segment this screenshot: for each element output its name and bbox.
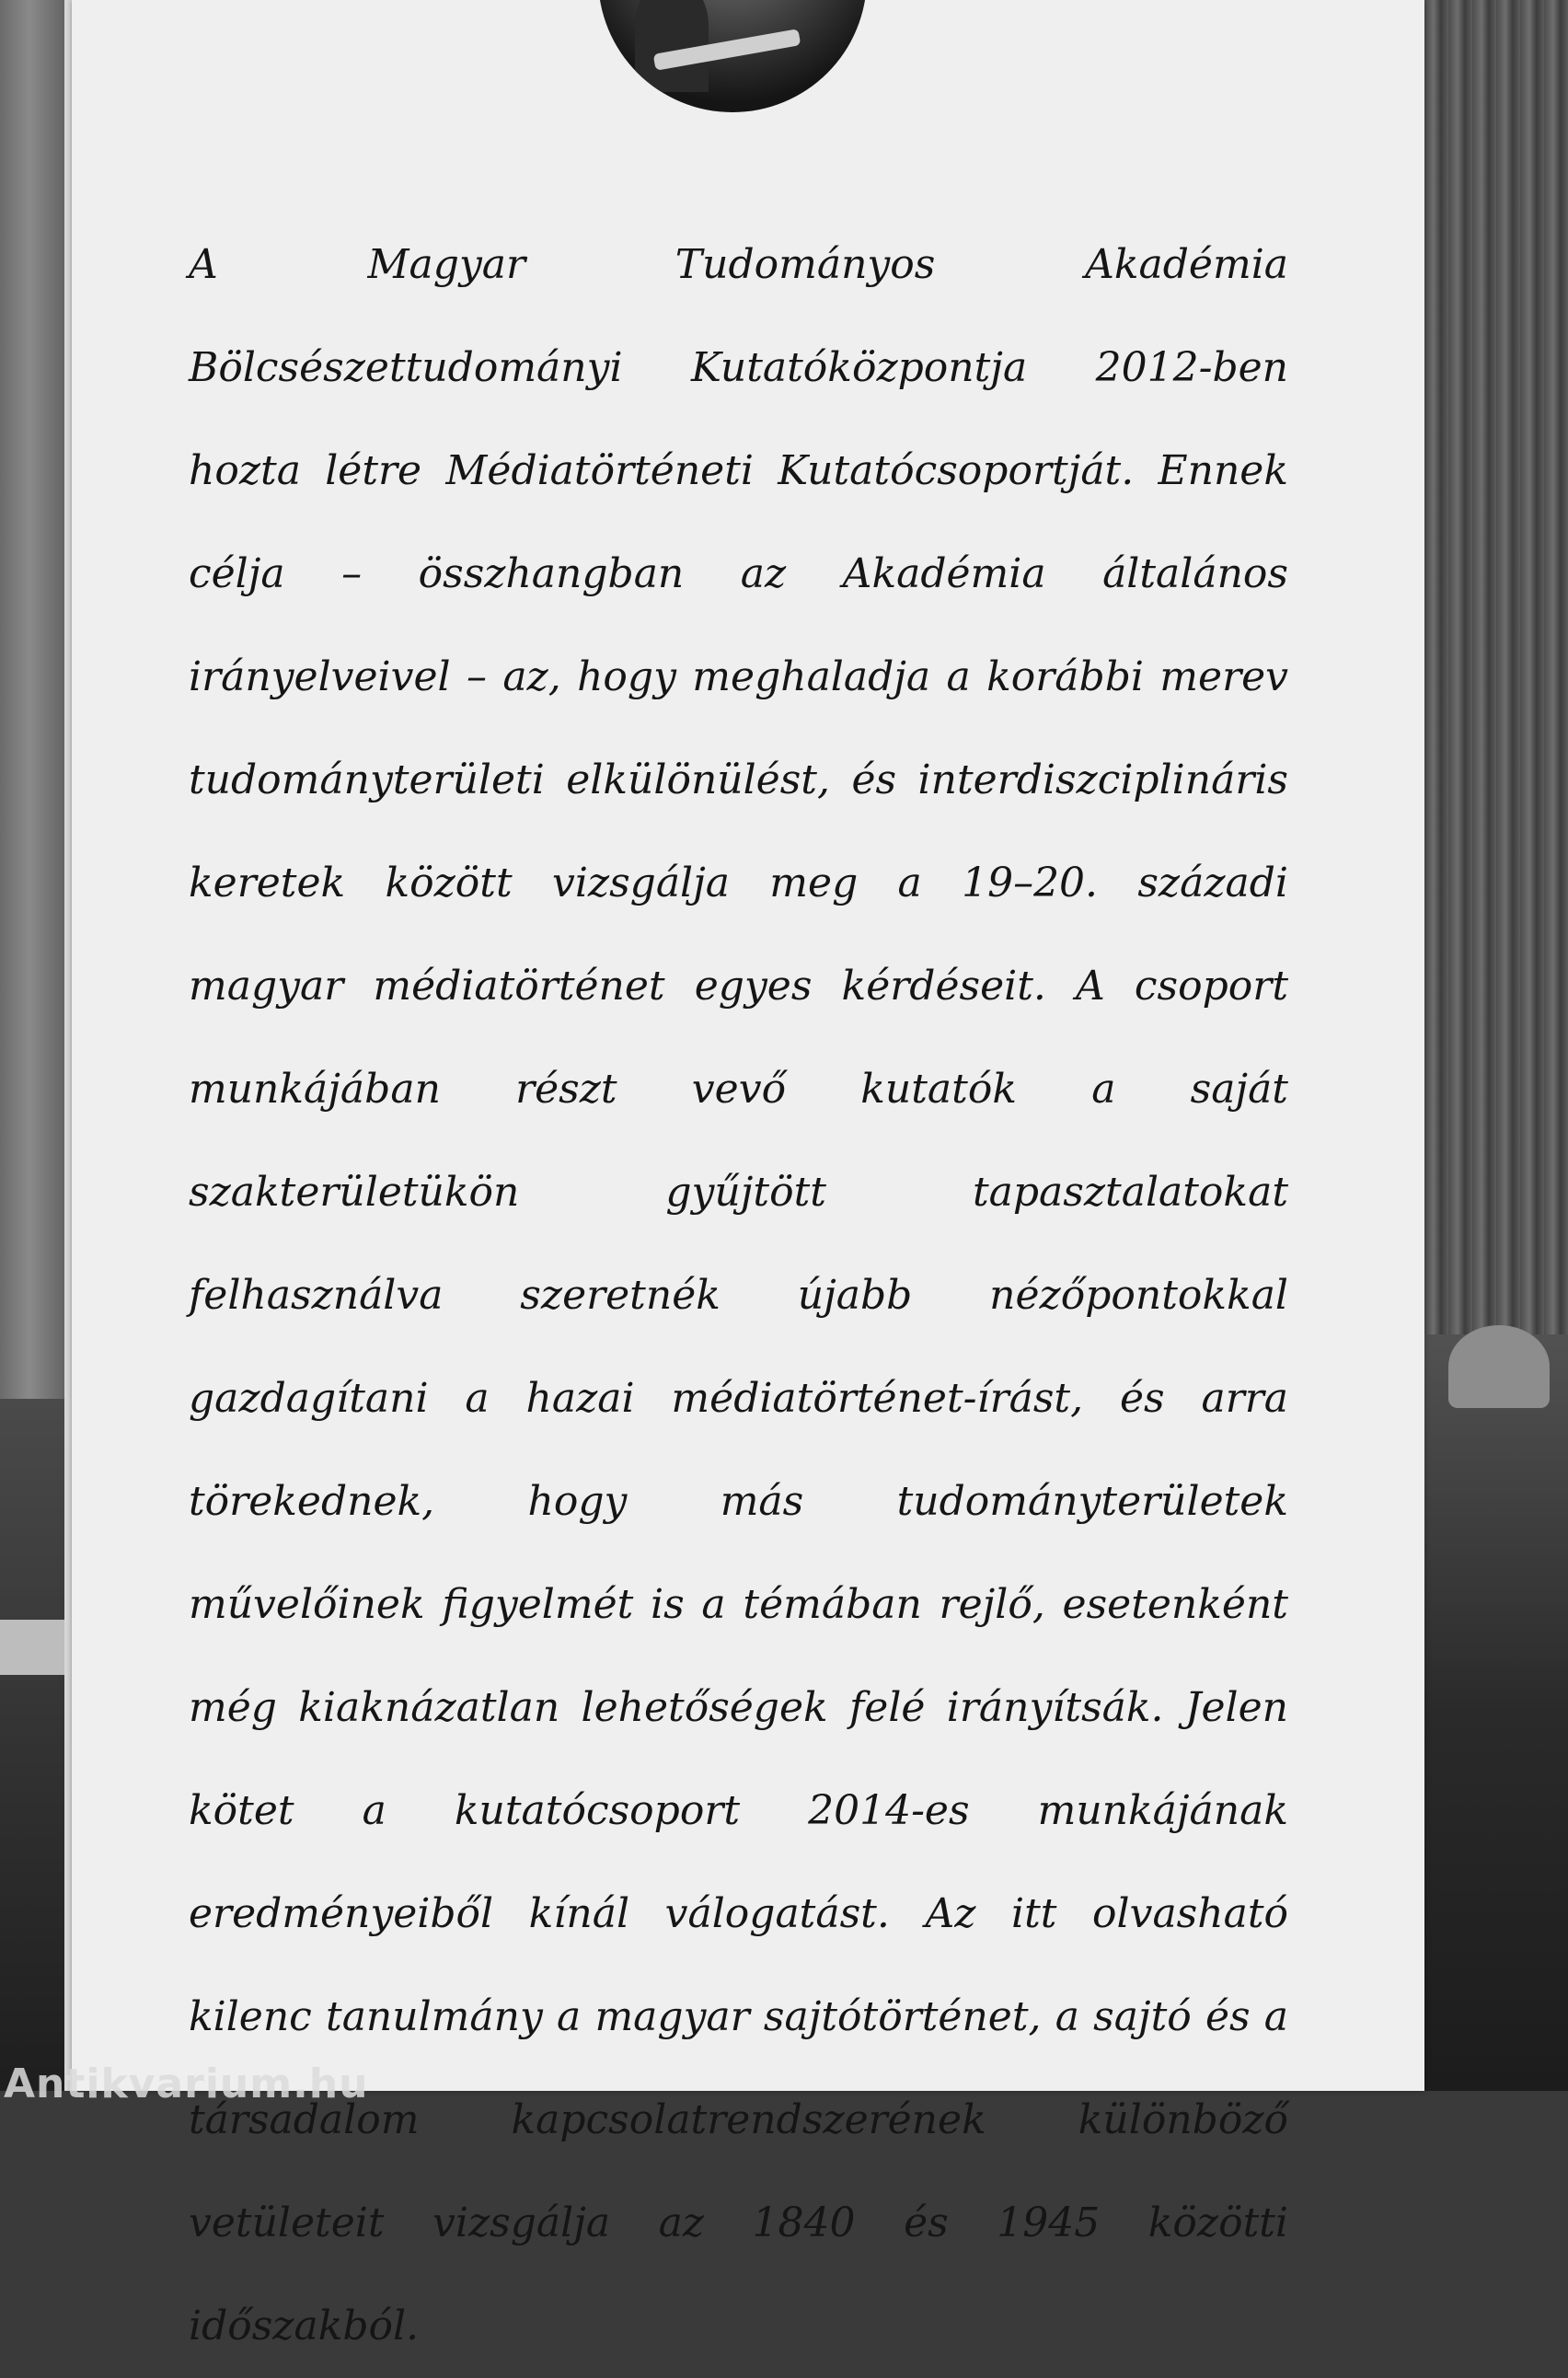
background-photo-left-lower xyxy=(0,1399,74,2091)
watermark: Antikvarium.hu xyxy=(4,2061,369,2107)
back-cover-description: A Magyar Tudományos Akadémia Bölcsészettudományi Kutatóközpontja 2012-ben hozta létre Médiatörténeti Kutatócsoportját. Ennek célja – összhangban az Akadémia általános irányelveivel – az, hogy meghaladja a korábbi merev tudományterületi elkülönülést, és interdiszciplináris keretek között vizsgálja meg a 19–20. századi magyar médiatörténet egyes kérdéseit. A csoport munkájában részt vevő kutatók a saját szakterületükön gyűjtött tapasztalatokat felhasználva szeretnék újabb nézőpontokkal gazdagítani a hazai médiatörténet-írást, és arra törekednek, hogy más tudományterületek művelőinek figyelmét is a témában rejlő, esetenként még kiaknázatlan lehetőségek felé irányítsák. Jelen kötet a kutatócsoport 2014-es munkájának eredményeiből kínál válogatást. Az itt olvasható kilenc tanulmány a magyar sajtótörténet, a sajtó és a társadalom kapcsolatrendszerének különböző vetületeit vizsgálja az 1840 és 1945 közötti időszakból. xyxy=(189,241,1288,2349)
background-desk xyxy=(0,1620,74,1675)
panel-edge xyxy=(64,0,72,2091)
background-lamp xyxy=(1448,1325,1550,1408)
background-photo-right-lower xyxy=(1424,1334,1568,2091)
